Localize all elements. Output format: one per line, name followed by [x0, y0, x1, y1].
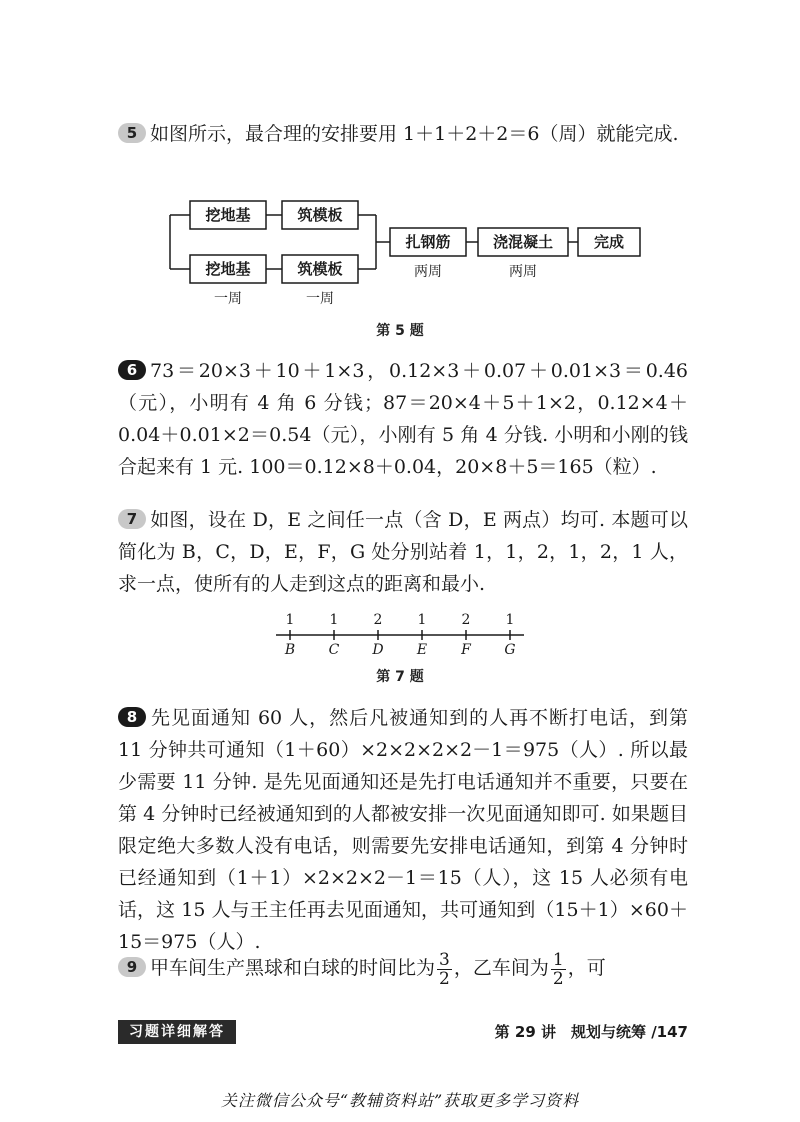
count-label: 2 — [373, 612, 383, 628]
watermark-text: 关注微信公众号“教辅资料站”获取更多学习资料 — [220, 1091, 580, 1110]
question-7 — [118, 504, 688, 600]
question-text: 如图所示，最合理的安排要用 1＋1＋2＋2＝6（周）就能完成. — [150, 123, 679, 145]
fraction — [437, 951, 452, 988]
question-text: ，可 — [567, 957, 606, 979]
count-label: 1 — [505, 612, 515, 628]
figure-caption: 第 7 题 — [376, 669, 424, 685]
box-label: 浇混凝土 — [492, 233, 554, 251]
question-text: 甲车间生产黑球和白球的时间比为 — [150, 957, 436, 979]
question-text: 先见面通知 60 人，然后凡被通知到的人再不断打电话，到第 11 分钟共可通知（1＋60）×2×2×2×2－1＝975（人）. 所以最少需要 11 分钟. 是先见面通知还是先打电话通知并不重要，只要在第 4 分钟时已经被通知到的人都被安排一次见面通知即可. 如果题目限定绝大多数人没有电话，则需要先安排电话通知，到第 4 分钟时已经通知到（1＋1）×2×2×2－1＝15（人），这 15 人必须有电话，这 15 人与王主任再去见面通知，共可通知到（15＋1）×60＋15＝975（人）. — [118, 707, 688, 953]
question-number: 5 — [118, 123, 146, 143]
figure-caption: 第 5 题 — [376, 323, 424, 339]
box-label: 完成 — [593, 233, 625, 251]
box-label: 挖地基 — [205, 260, 251, 278]
question-text: 73＝20×3＋10＋1×3，0.12×3＋0.07＋0.01×3＝0.46（元），小明有 4 角 6 分钱；87＝20×4＋5＋1×2，0.12×4＋0.04＋0.01×2＝0.54（元），小刚有 5 角 4 分钱. 小明和小刚的钱合起来有 1 元. 100＝0.12×8＋0.04，20×8＋5＝165（粒）. — [118, 360, 688, 478]
count-label: 1 — [285, 612, 295, 628]
question-number: 7 — [118, 509, 146, 529]
point-label: F — [461, 642, 471, 658]
duration-label: 两周 — [509, 264, 537, 280]
question-8 — [118, 702, 688, 958]
question-text: ，乙车间为 — [453, 957, 549, 979]
point-label: G — [504, 642, 516, 658]
box-label: 挖地基 — [205, 206, 251, 224]
question-text: 如图，设在 D，E 之间任一点（含 D，E 两点）均可. 本题可以简化为 B，C，D，E，F，G 处分别站着 1，1，2，1，2，1 人，求一点，使所有的人走到这点的距离和最小. — [118, 509, 688, 595]
point-label: E — [416, 642, 428, 658]
count-label: 1 — [417, 612, 427, 628]
fraction-numerator: 3 — [439, 949, 450, 970]
footer-section-label: 习题详细解答 — [118, 1020, 236, 1044]
count-label: 2 — [461, 612, 471, 628]
box-label: 筑模板 — [297, 206, 343, 224]
fraction-denominator: 2 — [439, 968, 450, 989]
duration-label: 一周 — [214, 291, 242, 307]
point-label: B — [284, 642, 296, 658]
duration-label: 一周 — [306, 291, 334, 307]
number-line-diagram — [270, 608, 530, 660]
question-number: 8 — [118, 707, 146, 727]
question-number: 9 — [118, 957, 146, 977]
question-5 — [118, 118, 688, 150]
point-label: C — [328, 642, 340, 658]
fraction — [551, 951, 566, 988]
question-number: 6 — [118, 360, 146, 380]
box-label: 筑模板 — [297, 260, 343, 278]
point-label: D — [372, 642, 384, 658]
question-6 — [118, 355, 688, 483]
box-label: 扎钢筋 — [405, 233, 451, 251]
count-label: 1 — [329, 612, 339, 628]
duration-label: 两周 — [414, 264, 442, 280]
fraction-numerator: 1 — [552, 949, 564, 970]
fraction-denominator: 2 — [552, 968, 564, 989]
question-9 — [118, 948, 688, 988]
footer-page-info: 第 29 讲 规划与统筹 /147 — [494, 1023, 688, 1041]
schedule-diagram — [160, 195, 650, 315]
